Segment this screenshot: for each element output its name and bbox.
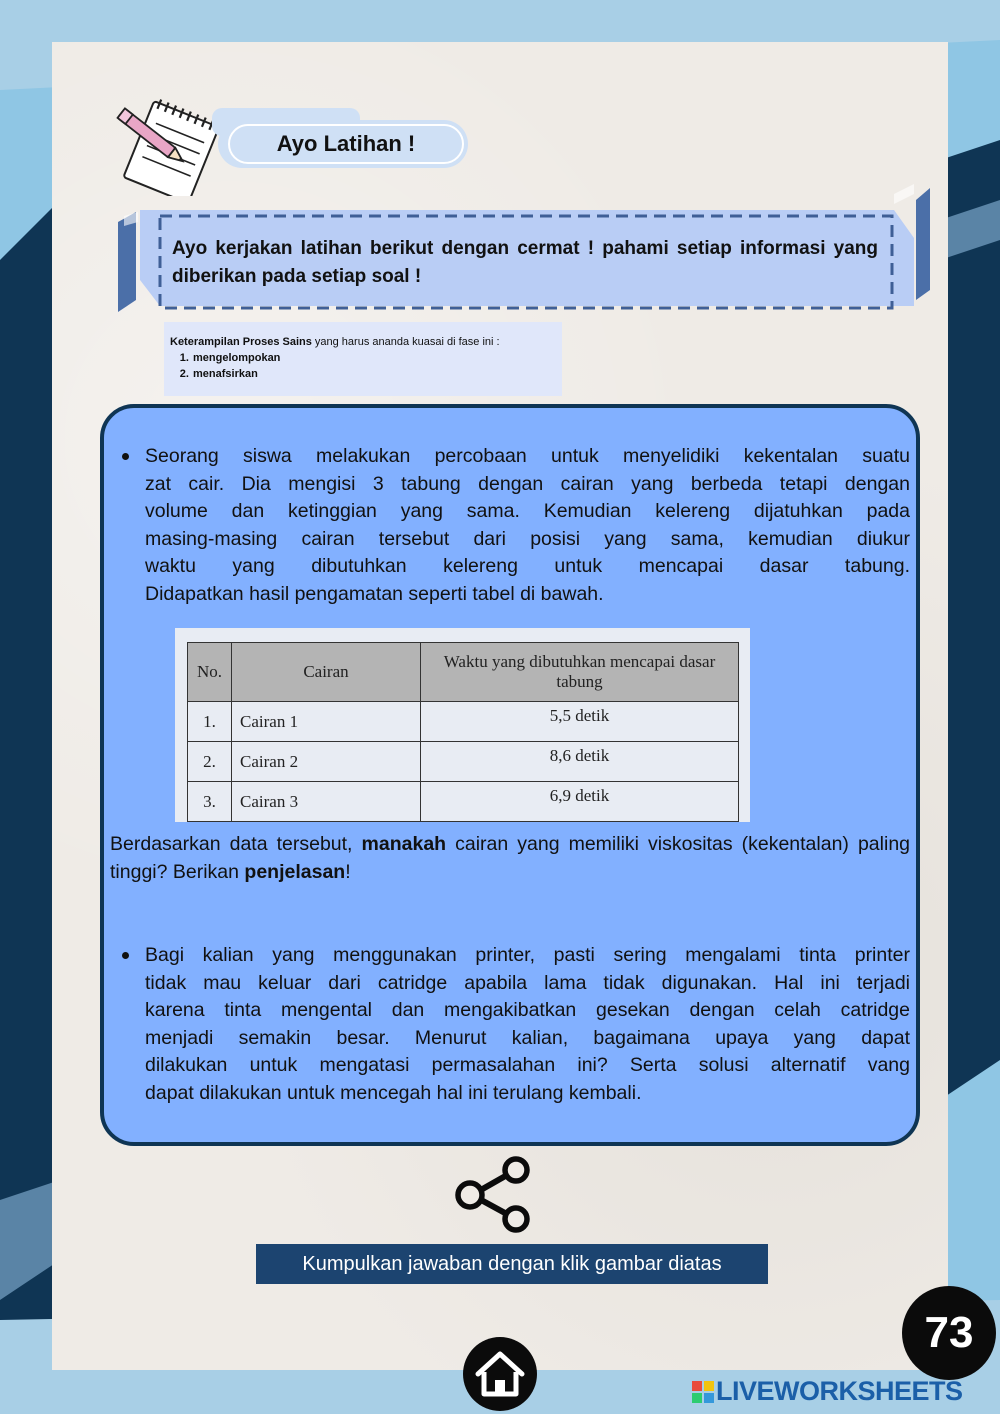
skills-heading bbox=[170, 334, 562, 350]
question-2-text bbox=[145, 942, 910, 1108]
skills-heading-bold: Keterampilan Proses Sains bbox=[170, 336, 312, 348]
cell-waktu: 8,6 detik bbox=[421, 742, 739, 782]
instruction-text: Ayo kerjakan latihan berikut dengan cermat ! pahami setiap informasi yang diberikan pada setiap soal ! bbox=[172, 238, 878, 287]
question-1-text bbox=[145, 443, 910, 609]
question-2-line: dilakukan untuk mengatasi permasalahan ini? Serta solusi alternatif vang bbox=[145, 1054, 910, 1077]
question-1-prompt bbox=[110, 831, 910, 886]
question-1-line: Seorang siswa melakukan percobaan untuk menyelidiki kekentalan suatu bbox=[145, 445, 910, 467]
cell-cairan: Cairan 3 bbox=[232, 782, 421, 822]
skill-item: 2. menafsirkan bbox=[192, 366, 562, 382]
liveworksheets-watermark bbox=[692, 1376, 994, 1406]
cell-no: 1. bbox=[188, 702, 232, 742]
header-cairan: Cairan bbox=[232, 643, 421, 702]
skills-list bbox=[170, 350, 562, 382]
question-2-line: dapat dilakukan untuk mencegah hal ini terulang kembali. bbox=[145, 1081, 642, 1104]
cell-waktu: 5,5 detik bbox=[421, 702, 739, 742]
question-1-line: zat cair. Dia mengisi 3 tabung dengan cairan yang berbeda tetapi dengan bbox=[145, 472, 910, 495]
observation-table-panel bbox=[175, 628, 750, 822]
prompt-bold: penjelasan bbox=[244, 860, 346, 883]
cell-no: 2. bbox=[188, 742, 232, 782]
header-no: No. bbox=[188, 643, 232, 702]
table-header-row bbox=[188, 643, 739, 702]
skills-box bbox=[164, 322, 562, 396]
collect-answers-label[interactable]: Kumpulkan jawaban dengan klik gambar diatas bbox=[256, 1244, 768, 1284]
prompt-text: cairan yang memiliki viskositas (kekentalan) paling tinggi? Berikan bbox=[110, 833, 911, 883]
prompt-bold: manakah bbox=[361, 833, 447, 855]
watermark-text: LIVEWORKSHEETS bbox=[716, 1376, 963, 1406]
skill-item: 1. mengelompokan bbox=[192, 350, 562, 366]
share-icon[interactable] bbox=[452, 1155, 534, 1237]
table-row bbox=[188, 702, 739, 742]
question-2-line: menjadi semakin besar. Menurut kalian, bagaimana upaya yang dapat bbox=[145, 1026, 910, 1049]
observation-table bbox=[187, 642, 739, 822]
bullet-icon bbox=[122, 453, 129, 460]
question-2-line: Bagi kalian yang menggunakan printer, pasti sering mengalami tinta printer bbox=[145, 944, 910, 966]
prompt-text: Berdasarkan data tersebut, bbox=[110, 833, 362, 855]
liveworksheets-logo-icon bbox=[692, 1381, 714, 1403]
table-row bbox=[188, 782, 739, 822]
question-1-line: masing-masing cairan tersebut dari posisi yang sama, kemudian diukur bbox=[145, 527, 910, 550]
skills-heading-rest: yang harus ananda kuasai di fase ini : bbox=[311, 336, 500, 348]
question-2-line: tidak mau keluar dari catridge apabila lama tidak digunakan. Hal ini terjadi bbox=[145, 971, 910, 994]
home-icon[interactable] bbox=[462, 1336, 538, 1412]
question-2-line: karena tinta mengental dan mengakibatkan gesekan dengan celah catridge bbox=[145, 999, 910, 1022]
cell-cairan: Cairan 1 bbox=[232, 702, 421, 742]
cell-cairan: Cairan 2 bbox=[232, 742, 421, 782]
question-1-line: Didapatkan hasil pengamatan seperti tabel di bawah. bbox=[145, 582, 604, 605]
prompt-text: ! bbox=[345, 860, 351, 883]
cell-no: 3. bbox=[188, 782, 232, 822]
question-1-line: volume dan ketinggian yang sama. Kemudian kelereng dijatuhkan pada bbox=[145, 500, 910, 523]
cell-waktu: 6,9 detik bbox=[421, 782, 739, 822]
header-waktu: Waktu yang dibutuhkan mencapai dasar tabung bbox=[421, 643, 739, 702]
page-title: Ayo Latihan ! bbox=[276, 131, 416, 156]
table-row bbox=[188, 742, 739, 782]
question-1-line: waktu yang dibutuhkan kelereng untuk mencapai dasar tabung. bbox=[145, 555, 910, 578]
bullet-icon bbox=[122, 952, 129, 959]
page-number: 73 bbox=[902, 1286, 996, 1380]
